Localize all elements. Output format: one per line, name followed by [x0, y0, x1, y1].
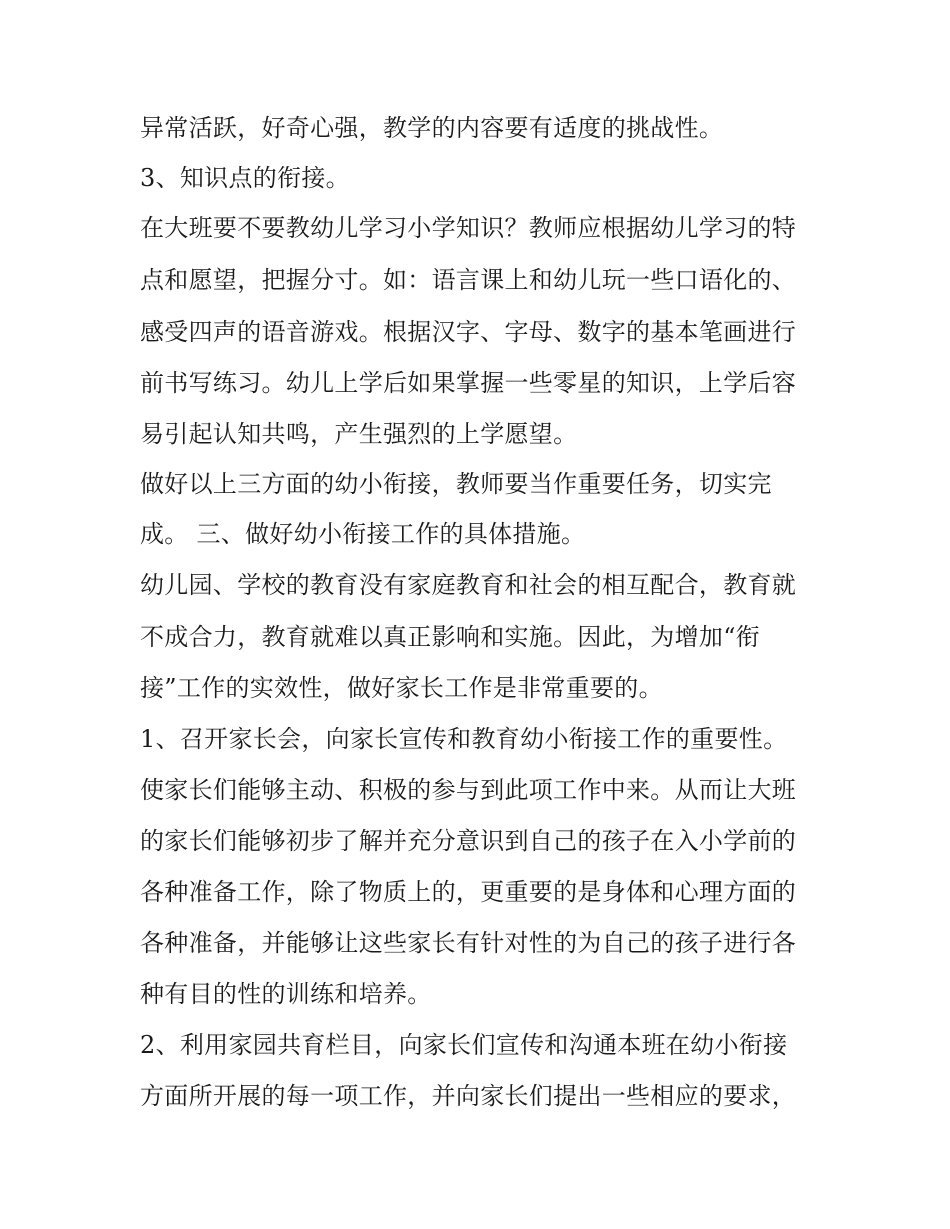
text-line: 幼儿园、学校的教育没有家庭教育和社会的相互配合，教育就	[140, 571, 797, 599]
text-line: 易引起认知共鸣，产生强烈的上学愿望。	[140, 420, 578, 448]
text-line: 在大班要不要教幼儿学习小学知识？教师应根据幼儿学习的特	[140, 214, 797, 242]
text-line: 前书写练习。幼儿上学后如果掌握一些零星的知识，上学后容	[140, 369, 797, 397]
text-line: 异常活跃，好奇心强，教学的内容要有适度的挑战性。	[140, 114, 724, 142]
text-line: 点和愿望，把握分寸。如：语言课上和幼儿玩一些口语化的、	[140, 266, 797, 294]
text-line: 做好以上三方面的幼小衔接，教师要当作重要任务，切实完	[140, 470, 772, 498]
text-line: 的家长们能够初步了解并充分意识到自己的孩子在入小学前的	[140, 827, 797, 855]
text-line: 各种准备工作，除了物质上的，更重要的是身体和心理方面的	[140, 878, 797, 906]
text-line: 成。 三、做好幼小衔接工作的具体措施。	[140, 520, 586, 548]
text-line: 接”工作的实效性，做好家长工作是非常重要的。	[140, 674, 663, 702]
text-line: 不成合力，教育就难以真正影响和实施。因此，为增加“衔	[140, 623, 761, 651]
text-line: 方面所开展的每一项工作，并向家长们提出一些相应的要求，	[140, 1082, 797, 1110]
text-line: 1、召开家长会，向家长宣传和教育幼小衔接工作的重要性。	[140, 725, 788, 753]
text-line: 种有目的性的训练和培养。	[140, 980, 432, 1008]
text-line: 各种准备，并能够让这些家长有针对性的为自己的孩子进行各	[140, 929, 797, 957]
section-heading: 3、知识点的衔接。	[140, 164, 350, 192]
text-line: 使家长们能够主动、积极的参与到此项工作中来。从而让大班	[140, 776, 797, 804]
text-line: 感受四声的语音游戏。根据汉字、字母、数字的基本笔画进行	[140, 318, 797, 346]
text-line: 2、利用家园共育栏目，向家长们宣传和沟通本班在幼小衔接	[140, 1031, 788, 1059]
